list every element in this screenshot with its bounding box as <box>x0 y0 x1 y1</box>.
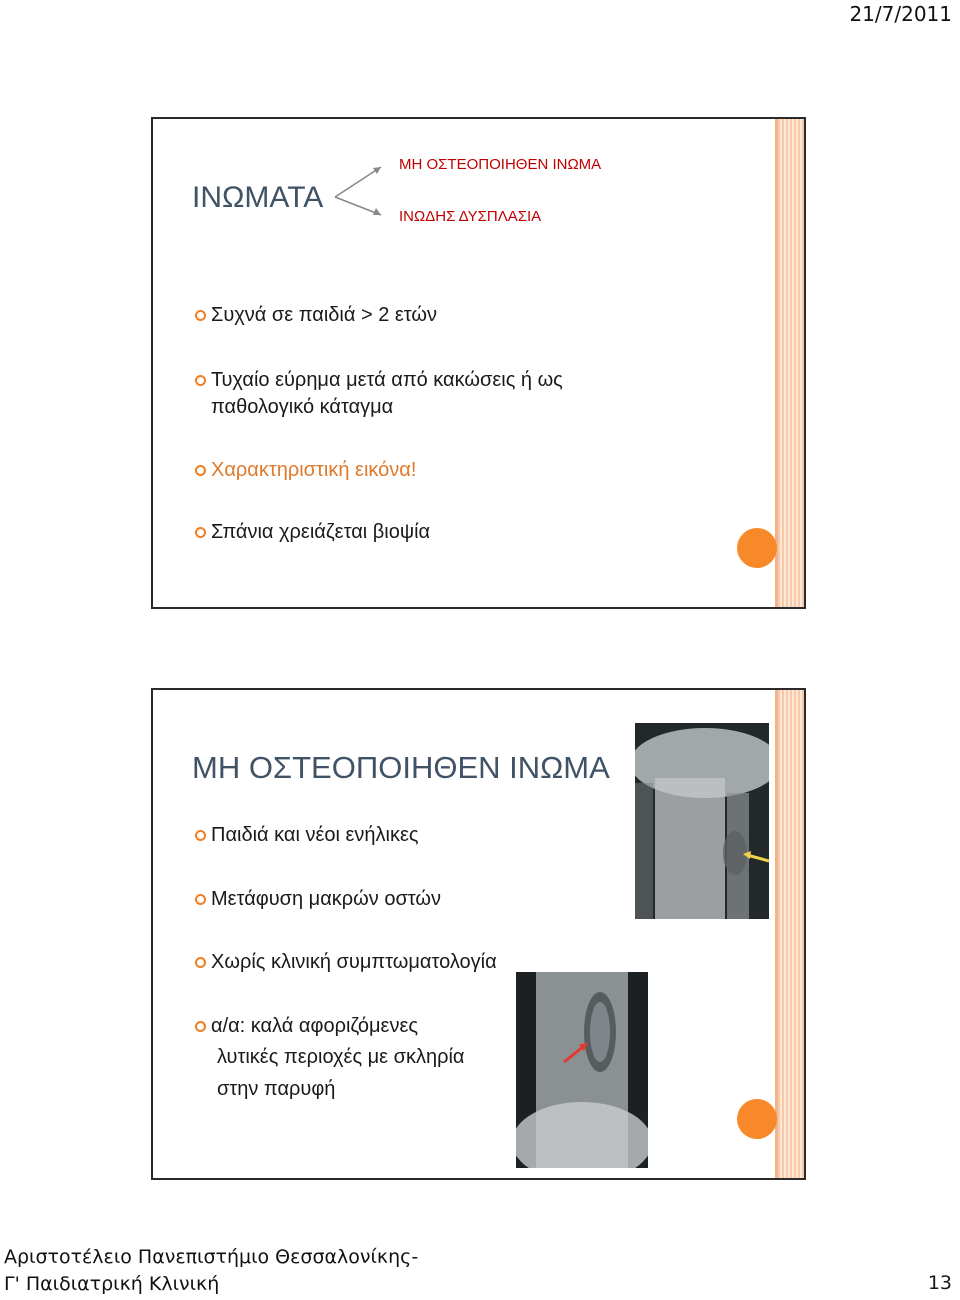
header-date: 21/7/2011 <box>849 2 952 26</box>
branch-label-fd: ΙΝΩΔΗΣ ΔΥΣΠΛΑΣΙΑ <box>399 208 542 225</box>
decorative-stripes <box>778 690 804 1178</box>
branch-arrows-icon <box>333 159 385 219</box>
footer-institution: Αριστοτέλειο Πανεπιστήμιο Θεσσαλονίκης- <box>4 1246 419 1268</box>
bullet-item: α/α: καλά αφοριζόμενες <box>195 1013 418 1040</box>
bullet-icon <box>195 830 206 841</box>
bullet-continuation: λυτικές περιοχές με σκληρία <box>217 1046 465 1068</box>
slide-title: ΜΗ ΟΣΤΕΟΠΟΙΗΘΕΝ ΙΝΩΜΑ <box>192 750 610 785</box>
bullet-icon <box>195 527 206 538</box>
slide-2 <box>151 688 806 1180</box>
xray-image-tibia <box>516 972 648 1168</box>
page-number: 13 <box>927 1272 952 1294</box>
bullet-continuation: στην παρυφή <box>217 1078 336 1100</box>
bullet-item: Συχνά σε παιδιά > 2 ετών <box>195 302 437 329</box>
bullet-icon <box>195 1021 206 1032</box>
slide-1 <box>151 117 806 609</box>
branch-label-nof: ΜΗ ΟΣΤΕΟΠΟΙΗΘΕΝ ΙΝΩΜΑ <box>399 156 602 173</box>
decorative-stripes <box>778 119 804 607</box>
bullet-icon <box>195 375 206 386</box>
slide-title: ΙΝΩΜΑΤΑ <box>192 181 324 214</box>
bullet-item: Τυχαίο εύρημα μετά από κακώσεις ή ως παθολογικό κάταγμα <box>195 367 615 421</box>
bullet-item: Σπάνια χρειάζεται βιοψία <box>195 519 430 546</box>
bullet-item: Χαρακτηριστική εικόνα! <box>195 457 416 484</box>
accent-dot <box>737 1099 777 1139</box>
bullet-item: Παιδιά και νέοι ενήλικες <box>195 822 419 849</box>
bullet-icon <box>195 957 206 968</box>
footer-clinic: Γ' Παιδιατρική Κλινική <box>4 1273 220 1295</box>
bullet-icon <box>195 465 206 476</box>
bullet-icon <box>195 310 206 321</box>
xray-image-knee <box>635 723 769 919</box>
accent-dot <box>737 528 777 568</box>
bullet-icon <box>195 894 206 905</box>
bullet-item: Μετάφυση μακρών οστών <box>195 886 441 913</box>
bullet-item: Χωρίς κλινική συμπτωματολογία <box>195 949 497 976</box>
